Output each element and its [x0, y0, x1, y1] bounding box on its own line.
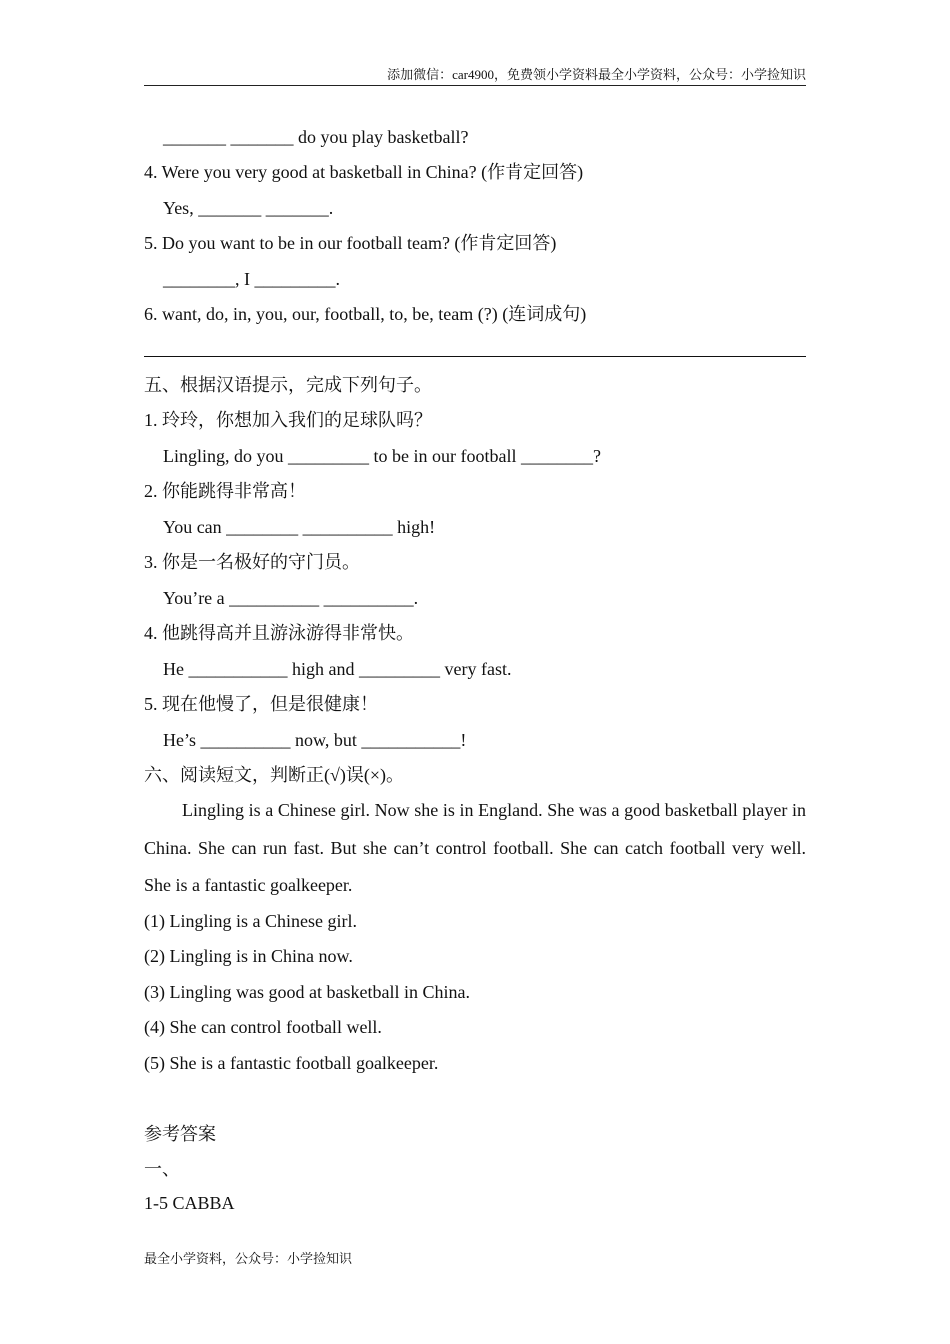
answers-part-1: 一、: [144, 1159, 180, 1179]
q5-answer-line: ________, I _________.: [163, 269, 340, 289]
question-6: 6. want, do, in, you, our, football, to, be, team (?) (连词成句): [144, 304, 587, 324]
s5-question-1: 1. 玲玲，你想加入我们的足球队吗？: [144, 410, 432, 430]
statement-1: (1) Lingling is a Chinese girl.: [144, 911, 357, 931]
s5-answer-2: You can ________ __________ high!: [163, 517, 436, 537]
section-6-title: 六、阅读短文，判断正(√)误(×)。: [144, 765, 405, 785]
statement-2: (2) Lingling is in China now.: [144, 946, 353, 966]
s5-question-5: 5. 现在他慢了，但是很健康！: [144, 694, 378, 714]
s5-answer-5: He’s __________ now, but ___________!: [163, 730, 467, 750]
q3-answer-line: _______ _______ do you play basketball?: [163, 127, 469, 147]
statement-5: (5) She is a fantastic football goalkeeper.: [144, 1053, 439, 1073]
s5-answer-4: He ___________ high and _________ very fast.: [163, 659, 512, 679]
statement-3: (3) Lingling was good at basketball in China.: [144, 982, 470, 1002]
answers-part-1-key: 1-5 CABBA: [144, 1193, 235, 1213]
s5-question-2: 2. 你能跳得非常高！: [144, 481, 306, 501]
page-header: 添加微信：car4900，免费领小学资料最全小学资料，公众号：小学捡知识: [144, 66, 806, 86]
q6-answer-rule: [144, 356, 806, 357]
reading-passage: Lingling is a Chinese girl. Now she is in England. She was a good basketball player in China. She can run fast. But she can’t control football. She can catch football very well. She is a fantastic goalkeeper.: [144, 800, 806, 895]
q4-answer-line: Yes, _______ _______.: [163, 198, 334, 218]
page-footer: 最全小学资料，公众号：小学捡知识: [144, 1251, 353, 1266]
s5-question-4: 4. 他跳得高并且游泳游得非常快。: [144, 623, 414, 643]
answers-title: 参考答案: [144, 1124, 216, 1144]
question-4: 4. Were you very good at basketball in China? (作肯定回答): [144, 162, 584, 182]
s5-answer-3: You’re a __________ __________.: [163, 588, 419, 608]
section-5-title: 五、根据汉语提示，完成下列句子。: [144, 375, 432, 395]
s5-answer-1: Lingling, do you _________ to be in our football ________?: [163, 446, 601, 466]
statement-4: (4) She can control football well.: [144, 1017, 382, 1037]
s5-question-3: 3. 你是一名极好的守门员。: [144, 552, 360, 572]
question-5: 5. Do you want to be in our football team? (作肯定回答): [144, 233, 557, 253]
